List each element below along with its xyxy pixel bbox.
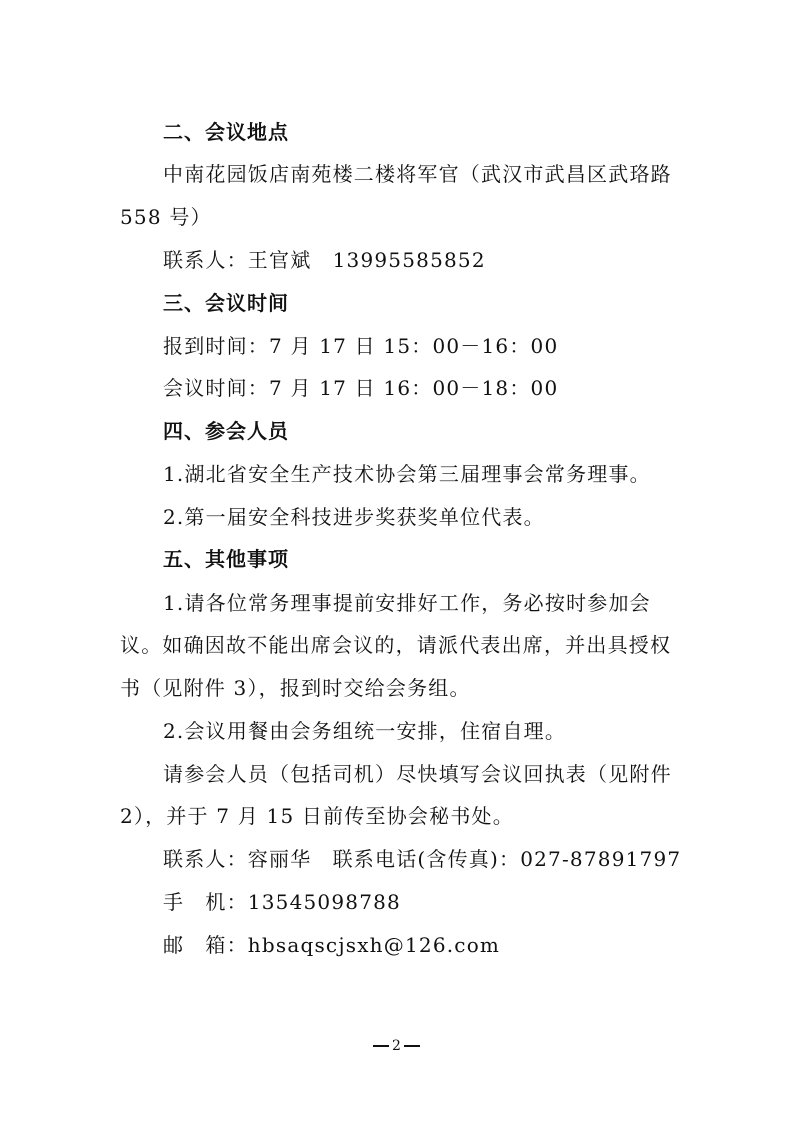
other-contact: 联系人：容丽华 联系电话(含传真)：027-87891797 <box>163 847 682 871</box>
venue-address-line2: 558 号） <box>120 205 212 229</box>
footer-dash-left <box>373 1045 389 1047</box>
other-item2: 2.会议用餐由会务组统一安排，住宿自理。 <box>163 719 567 743</box>
other-item1-line3: 书（见附件 3），报到时交给会务组。 <box>120 676 471 700</box>
other-note-line1: 请参会人员（包括司机）尽快填写会议回执表（见附件 <box>163 762 672 786</box>
other-item1-line2: 议。如确因故不能出席会议的，请派代表出席，并出具授权 <box>120 633 672 657</box>
section-heading-venue: 二、会议地点 <box>163 120 289 144</box>
section-heading-other: 五、其他事项 <box>163 547 289 571</box>
page-footer <box>0 1038 793 1054</box>
other-mobile: 手 机：13545098788 <box>163 890 401 914</box>
section-heading-attendees: 四、参会人员 <box>163 419 289 443</box>
meeting-time: 会议时间：7 月 17 日 16：00－18：00 <box>163 376 559 400</box>
other-note-line2: 2），并于 7 月 15 日前传至协会秘书处。 <box>120 804 514 828</box>
page-number: 2 <box>392 1038 401 1054</box>
footer-dash-right <box>404 1045 420 1047</box>
other-item1-line1: 1.请各位常务理事提前安排好工作，务必按时参加会 <box>163 591 651 615</box>
venue-address-line1: 中南花园饭店南苑楼二楼将军官（武汉市武昌区武珞路 <box>163 162 672 186</box>
venue-contact: 联系人：王官斌 13995585852 <box>163 248 486 272</box>
attendee-item-1: 1.湖北省安全生产技术协会第三届理事会常务理事。 <box>163 462 651 486</box>
checkin-time: 报到时间：7 月 17 日 15：00－16：00 <box>163 334 559 358</box>
section-heading-time: 三、会议时间 <box>163 291 289 315</box>
attendee-item-2: 2.第一届安全科技进步奖获奖单位代表。 <box>163 505 545 529</box>
other-email: 邮 箱：hbsaqscjsxh@126.com <box>163 933 501 957</box>
